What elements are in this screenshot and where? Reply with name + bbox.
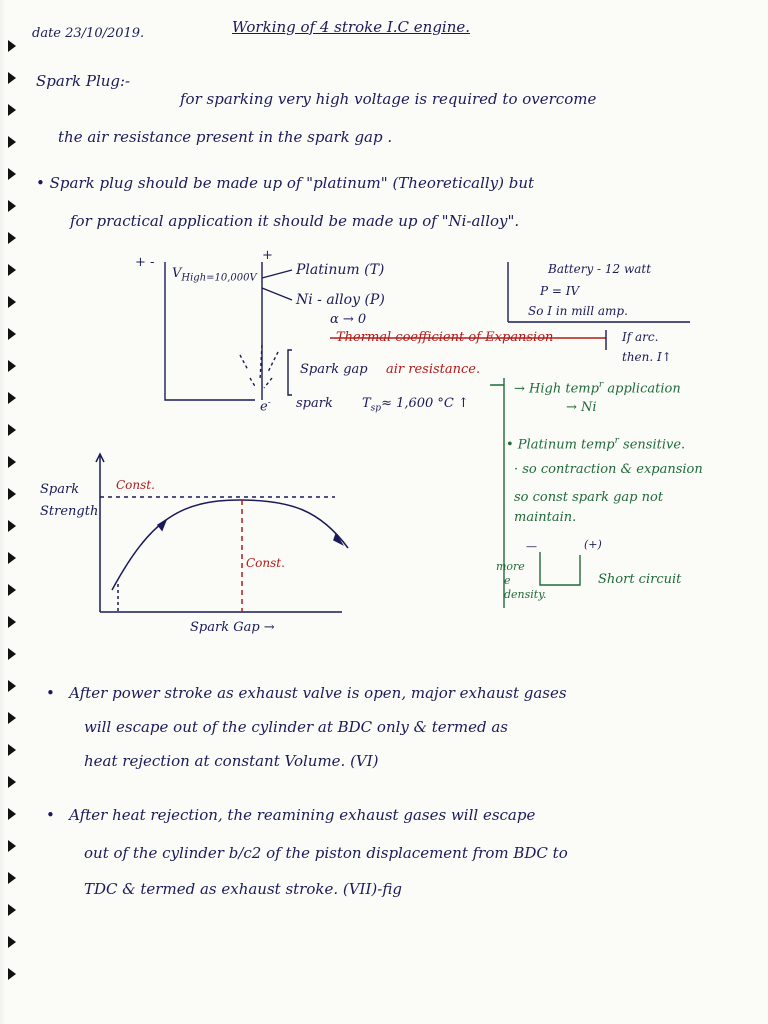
platinum-label: Platinum (T) — [296, 262, 385, 278]
platinum-note-1: • Platinum temp$^r$ sensitive. — [506, 436, 686, 453]
graph-xlabel: Spark Gap → — [190, 620, 275, 635]
ni-alloy-label: Ni - alloy (P) — [296, 292, 385, 308]
platinum-note-4: maintain. — [514, 510, 577, 525]
bullet-1-line-2: the air resistance present in the spark gap . — [58, 128, 393, 146]
voltage-label: $V_{High=10,000V}$ — [172, 266, 257, 284]
spark-gap-label: Spark gap — [300, 362, 368, 377]
page-title: Working of 4 stroke I.C engine. — [232, 18, 471, 36]
platinum-note-3: so const spark gap not — [514, 490, 664, 505]
graph-const-top: Const. — [116, 478, 155, 492]
ni-note: → Ni — [566, 400, 597, 415]
more-density-2: e — [504, 574, 511, 587]
thermal-coefficient-label: Thermal coefficient of Expansion — [336, 330, 554, 345]
arc-note-2: then. I↑ — [622, 350, 672, 364]
bullet-3-line-3: heat rejection at constant Volume. (VI) — [84, 752, 379, 770]
short-minus: — — [526, 540, 537, 553]
graph-curve — [112, 500, 348, 590]
current-note: So I in mill amp. — [528, 304, 628, 318]
more-density-1: more — [496, 560, 525, 573]
bullet-2-line-2: for practical application it should be made up of "Ni-alloy". — [70, 212, 520, 230]
arc-note-1: If arc. — [622, 330, 659, 344]
alpha-label: α → 0 — [330, 312, 367, 327]
bullet-1-heading: Spark Plug:- — [36, 72, 131, 90]
high-temp-note: → High temp$^r$ application — [514, 380, 681, 397]
graph-ylabel-1: Spark — [40, 482, 80, 497]
short-plus: (+) — [584, 538, 602, 551]
platinum-note-2: · so contraction & expansion — [514, 462, 703, 477]
bullet-4-line-2: out of the cylinder b/c2 of the piston displacement from BDC to — [84, 844, 568, 862]
diagram-minus: + - — [135, 255, 155, 270]
bullet-2-line-1: • Spark plug should be made up of "platinum" (Theoretically) but — [36, 174, 535, 192]
short-circuit-note: Short circuit — [598, 572, 682, 587]
more-density-3: density. — [504, 588, 547, 601]
battery-note: Battery - 12 watt — [548, 262, 652, 276]
date-label: date 23/10/2019. — [32, 26, 145, 41]
electron-label: e- — [260, 398, 271, 415]
bullet-3-line-1: • After power stroke as exhaust valve is open, major exhaust gases — [46, 684, 567, 702]
spark-temp-label: $T_{sp}\approx 1,600$ °C ↑ — [362, 396, 469, 414]
air-resistance-label: air resistance. — [386, 362, 481, 377]
bullet-4-line-3: TDC & termed as exhaust stroke. (VII)-fig — [84, 880, 402, 898]
graph-const-mid: Const. — [246, 556, 285, 570]
bullet-1-line-1: for sparking very high voltage is required to overcome — [180, 90, 597, 108]
bullet-4-line-1: • After heat rejection, the reamining exhaust gases will escape — [46, 806, 536, 824]
graph-ylabel-2: Strength — [40, 504, 99, 519]
spark-label: spark — [296, 396, 333, 411]
bullet-3-line-2: will escape out of the cylinder at BDC only & termed as — [84, 718, 508, 736]
diagram-plus: + — [262, 248, 273, 263]
power-note: P = IV — [540, 284, 580, 298]
